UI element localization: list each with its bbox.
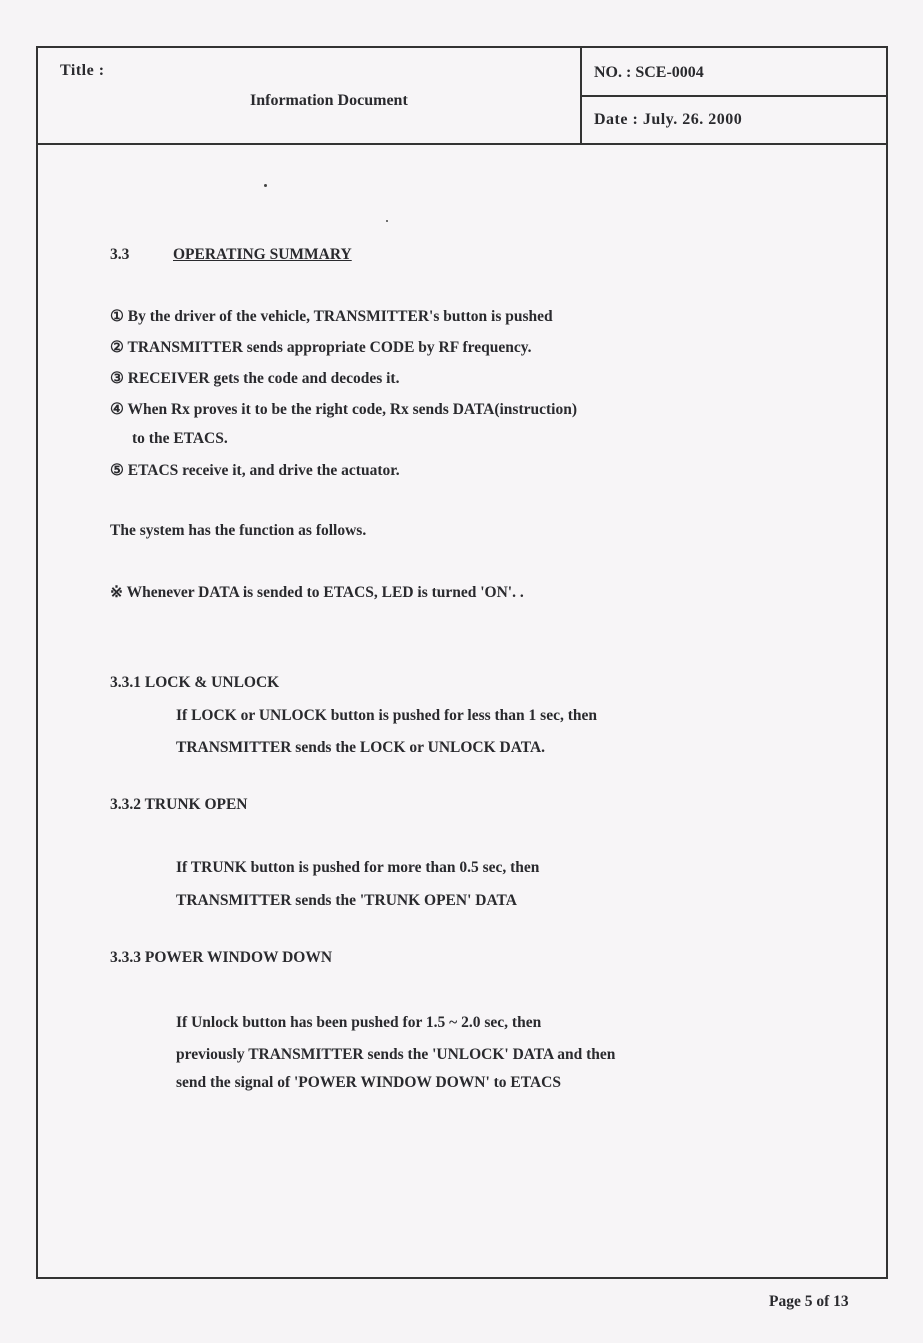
- speck-mark: [264, 184, 267, 187]
- section-number: 3.3: [110, 246, 130, 263]
- step-item: ③ RECEIVER gets the code and decodes it.: [110, 370, 400, 387]
- document-title: Information Document: [250, 92, 408, 109]
- subsection-heading: 3.3.3 POWER WINDOW DOWN: [110, 949, 333, 966]
- title-label: Title :: [60, 62, 105, 79]
- section-title: OPERATING SUMMARY: [173, 246, 352, 263]
- subsection-line: TRANSMITTER sends the 'TRUNK OPEN' DATA: [176, 892, 517, 909]
- step-item-continuation: to the ETACS.: [132, 430, 228, 447]
- header-divider-horizontal: [580, 95, 886, 97]
- document-date: Date : July. 26. 2000: [594, 111, 743, 128]
- subsection-line: send the signal of 'POWER WINDOW DOWN' to ETACS: [176, 1074, 561, 1091]
- document-frame: [36, 46, 888, 1279]
- subsection-line: If LOCK or UNLOCK button is pushed for less than 1 sec, then: [176, 707, 597, 724]
- function-intro: The system has the function as follows.: [110, 522, 367, 539]
- subsection-heading: 3.3.1 LOCK & UNLOCK: [110, 674, 280, 691]
- subsection-heading: 3.3.2 TRUNK OPEN: [110, 796, 248, 813]
- document-number: NO. : SCE-0004: [594, 64, 704, 81]
- subsection-line: If Unlock button has been pushed for 1.5 ~ 2.0 sec, then: [176, 1014, 542, 1031]
- step-item: ⑤ ETACS receive it, and drive the actuator.: [110, 462, 400, 479]
- header-table: [38, 48, 886, 145]
- led-note: ※ Whenever DATA is sended to ETACS, LED is turned 'ON'. .: [110, 584, 524, 601]
- step-item: ① By the driver of the vehicle, TRANSMITTER's button is pushed: [110, 308, 553, 325]
- subsection-line: previously TRANSMITTER sends the 'UNLOCK' DATA and then: [176, 1046, 616, 1063]
- speck-mark: [386, 220, 388, 222]
- subsection-line: TRANSMITTER sends the LOCK or UNLOCK DATA.: [176, 739, 546, 756]
- page-number: Page 5 of 13: [769, 1293, 849, 1310]
- subsection-line: If TRUNK button is pushed for more than 0.5 sec, then: [176, 859, 540, 876]
- step-item: ② TRANSMITTER sends appropriate CODE by RF frequency.: [110, 339, 532, 356]
- step-item: ④ When Rx proves it to be the right code, Rx sends DATA(instruction): [110, 401, 577, 418]
